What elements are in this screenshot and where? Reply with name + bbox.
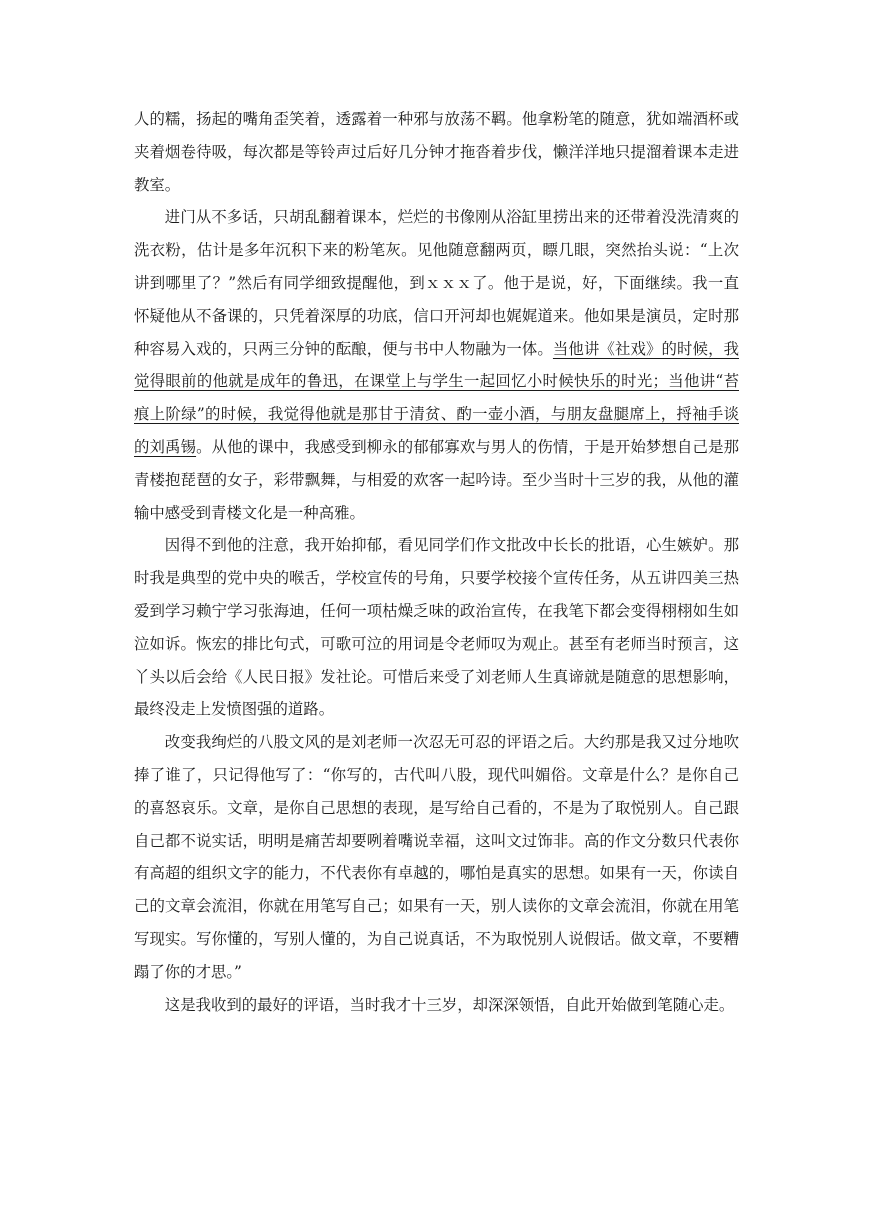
paragraph-1 xyxy=(134,103,739,201)
paragraph-5-text: 这是我收到的最好的评语，当时我才十三岁，却深深领悟，自此开始做到笔随心走。 xyxy=(164,995,735,1014)
paragraph-5 xyxy=(134,989,739,1022)
article-body xyxy=(134,103,739,1021)
paragraph-2 xyxy=(134,201,739,529)
underlined-passage: 当他讲《社戏》的时候，我觉得眼前的他就是成年的鲁迅，在课堂上与学生一起回忆小时候快乐的时光；当他讲“苔痕上阶绿”的时候，我觉得他就是那甘于清贫、酌一壶小酒，与朋友盘腿席上，捋袖手谈的刘禹锡 xyxy=(134,339,739,456)
paragraph-2-text-a: 进门从不多话，只胡乱翻着课本，烂烂的书像刚从浴缸里捞出来的还带着没洗清爽的洗衣粉，估计是多年沉积下来的粉笔灰。见他随意翻两页，瞟几眼，突然抬头说：“上次讲到哪里了？”然后有同学细致提醒他，到ｘｘｘ了。他于是说，好，下面继续。我一直怀疑他从不备课的，只凭着深厚的功底，信口开河却也娓娓道来。他如果是演员，定时那种容易入戏的，只两三分钟的酝酿，便与书中人物融为一体。 xyxy=(134,208,739,358)
paragraph-1-text: 人的糯，扬起的嘴角歪笑着，透露着一种邪与放荡不羁。他拿粉笔的随意，犹如端酒杯或夹着烟卷待吸，每次都是等铃声过后好几分钟才拖沓着步伐，懒洋洋地只提溜着课本走进教室。 xyxy=(134,110,739,194)
paragraph-3 xyxy=(134,529,739,726)
paragraph-3-text: 因得不到他的注意，我开始抑郁，看见同学们作文批改中长长的批语，心生嫉妒。那时我是典型的党中央的喉舌，学校宣传的号角，只要学校接个宣传任务，从五讲四美三热爱到学习赖宁学习张海迪，任何一项枯燥乏味的政治宣传，在我笔下都会变得栩栩如生如泣如诉。恢宏的排比句式，可歌可泣的用词是令老师叹为观止。甚至有老师当时预言，这丫头以后会给《人民日报》发社论。可惜后来受了刘老师人生真谛就是随意的思想影响，最终没走上发愤图强的道路。 xyxy=(134,536,739,719)
paragraph-4 xyxy=(134,726,739,988)
paragraph-4-text: 改变我绚烂的八股文风的是刘老师一次忍无可忍的评语之后。大约那是我又过分地吹捧了谁了，只记得他写了：“你写的，古代叫八股，现代叫媚俗。文章是什么？是你自己的喜怒哀乐。文章，是你自己思想的表现，是写给自己看的，不是为了取悦别人。自己跟自己都不说实话，明明是痛苦却要咧着嘴说幸福，这叫文过饰非。高的作文分数只代表你有高超的组织文字的能力，不代表你有卓越的，哪怕是真实的思想。如果有一天，你读自己的文章会流泪，你就在用笔写自己；如果有一天，别人读你的文章会流泪，你就在用笔写现实。写你懂的，写别人懂的，为自己说真话，不为取悦别人说假话。做文章，不要糟蹋了你的才思。” xyxy=(134,733,739,981)
paragraph-2-text-b: 。从他的课中，我感受到柳永的郁郁寡欢与男人的伤情，于是开始梦想自己是那青楼抱琵琶的女子，彩带飘舞，与相爱的欢客一起吟诗。至少当时十三岁的我，从他的灌输中感受到青楼文化是一种高雅。 xyxy=(134,437,739,522)
